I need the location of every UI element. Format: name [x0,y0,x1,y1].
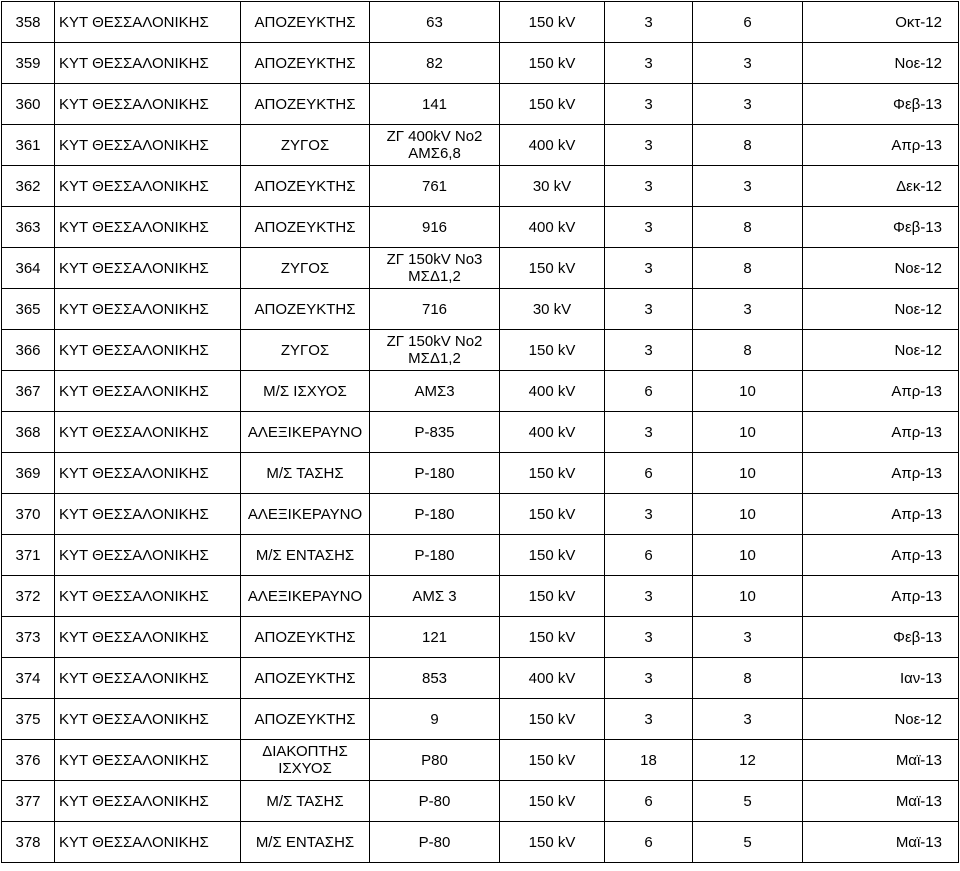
cell-equipment [241,699,370,740]
cell-number: 359 [2,43,55,84]
cell-equipment [241,617,370,658]
cell-voltage: 150 kV [500,330,605,371]
cell-number: 363 [2,207,55,248]
table-row [2,658,959,699]
cell-location: ΚΥΤ ΘΕΣΣΑΛΟΝΙΚΗΣ [55,289,241,330]
cell-location: ΚΥΤ ΘΕΣΣΑΛΟΝΙΚΗΣ [55,781,241,822]
cell-position-line: 716 [421,300,448,318]
cell-equipment [241,43,370,84]
cell-number: 377 [2,781,55,822]
cell-position [370,576,500,617]
cell-equipment-line: Μ/Σ ΤΑΣΗΣ [266,792,344,810]
cell-date: Απρ-13 [803,453,959,494]
cell-column-7: 5 [693,781,803,822]
cell-voltage: 400 kV [500,658,605,699]
table-row [2,2,959,43]
table-row [2,166,959,207]
cell-equipment [241,330,370,371]
cell-equipment-line: ΑΠΟΖΕΥΚΤΗΣ [254,300,356,318]
cell-position [370,740,500,781]
cell-voltage: 400 kV [500,412,605,453]
cell-equipment-line: ΑΠΟΖΕΥΚΤΗΣ [254,669,356,687]
cell-number: 367 [2,371,55,412]
cell-number: 368 [2,412,55,453]
cell-location: ΚΥΤ ΘΕΣΣΑΛΟΝΙΚΗΣ [55,248,241,289]
cell-location: ΚΥΤ ΘΕΣΣΑΛΟΝΙΚΗΣ [55,330,241,371]
cell-column-6: 3 [605,699,693,740]
cell-date: Απρ-13 [803,371,959,412]
cell-date: Νοε-12 [803,248,959,289]
records-table [1,1,959,863]
cell-column-7: 8 [693,248,803,289]
cell-position [370,43,500,84]
cell-position-line: ΖΓ 400kV Νο2 [386,128,483,145]
cell-location: ΚΥΤ ΘΕΣΣΑΛΟΝΙΚΗΣ [55,453,241,494]
cell-position [370,371,500,412]
cell-equipment-line: ΖΥΓΟΣ [280,136,330,154]
table-row [2,822,959,863]
table-row [2,412,959,453]
cell-equipment-line: ΑΠΟΖΕΥΚΤΗΣ [254,628,356,646]
cell-date: Απρ-13 [803,412,959,453]
cell-column-6: 3 [605,576,693,617]
cell-location: ΚΥΤ ΘΕΣΣΑΛΟΝΙΚΗΣ [55,2,241,43]
cell-position [370,125,500,166]
cell-column-7: 8 [693,207,803,248]
table-row [2,453,959,494]
cell-voltage: 150 kV [500,781,605,822]
cell-equipment-line: ΑΛΕΞΙΚΕΡΑΥΝΟ [247,587,363,605]
cell-column-7: 8 [693,330,803,371]
cell-location: ΚΥΤ ΘΕΣΣΑΛΟΝΙΚΗΣ [55,412,241,453]
cell-date: Νοε-12 [803,43,959,84]
cell-column-6: 3 [605,2,693,43]
cell-position-line: Ρ-180 [414,546,455,564]
cell-date: Ιαν-13 [803,658,959,699]
cell-date: Απρ-13 [803,125,959,166]
cell-column-7: 12 [693,740,803,781]
cell-column-6: 3 [605,494,693,535]
cell-equipment-line: ΔΙΑΚΟΠΤΗΣ [262,743,348,760]
cell-column-7: 10 [693,412,803,453]
cell-location: ΚΥΤ ΘΕΣΣΑΛΟΝΙΚΗΣ [55,740,241,781]
cell-date: Απρ-13 [803,576,959,617]
cell-position-line: ΑΜΣ6,8 [408,145,461,162]
cell-position [370,207,500,248]
cell-location: ΚΥΤ ΘΕΣΣΑΛΟΝΙΚΗΣ [55,535,241,576]
cell-column-6: 3 [605,330,693,371]
cell-position [370,330,500,371]
cell-number: 366 [2,330,55,371]
table-row [2,781,959,822]
cell-position [370,617,500,658]
cell-equipment [241,412,370,453]
cell-position [370,494,500,535]
cell-voltage: 30 kV [500,289,605,330]
cell-voltage: 150 kV [500,84,605,125]
cell-equipment-line: ΑΠΟΖΕΥΚΤΗΣ [254,13,356,31]
cell-equipment [241,781,370,822]
cell-date: Νοε-12 [803,330,959,371]
cell-equipment-line: Μ/Σ ΕΝΤΑΣΗΣ [255,546,355,564]
cell-location: ΚΥΤ ΘΕΣΣΑΛΟΝΙΚΗΣ [55,576,241,617]
cell-equipment-line: Μ/Σ ΙΣΧΥΟΣ [263,382,347,400]
cell-position [370,248,500,289]
cell-position [370,84,500,125]
cell-column-7: 3 [693,43,803,84]
cell-position-line: 121 [421,628,448,646]
table-row [2,43,959,84]
cell-number: 372 [2,576,55,617]
cell-position-line: ΜΣΔ1,2 [408,268,461,285]
cell-number: 365 [2,289,55,330]
cell-equipment [241,453,370,494]
cell-position-line: Ρ-180 [414,505,455,523]
cell-voltage: 400 kV [500,371,605,412]
cell-column-7: 5 [693,822,803,863]
table-body [2,2,959,863]
cell-number: 371 [2,535,55,576]
cell-number: 361 [2,125,55,166]
cell-position-line: Ρ-80 [418,833,451,851]
cell-column-7: 3 [693,84,803,125]
cell-column-7: 3 [693,289,803,330]
cell-column-6: 6 [605,781,693,822]
cell-column-6: 3 [605,125,693,166]
cell-date: Μαϊ-13 [803,781,959,822]
cell-column-7: 10 [693,494,803,535]
cell-column-6: 3 [605,289,693,330]
cell-equipment [241,494,370,535]
cell-position [370,166,500,207]
cell-voltage: 150 kV [500,453,605,494]
cell-position-line: ΜΣΔ1,2 [408,350,461,367]
cell-location: ΚΥΤ ΘΕΣΣΑΛΟΝΙΚΗΣ [55,125,241,166]
cell-number: 360 [2,84,55,125]
table-row [2,699,959,740]
cell-voltage: 150 kV [500,617,605,658]
cell-equipment-line: ΑΠΟΖΕΥΚΤΗΣ [254,54,356,72]
table-row [2,617,959,658]
cell-column-6: 3 [605,658,693,699]
cell-location: ΚΥΤ ΘΕΣΣΑΛΟΝΙΚΗΣ [55,166,241,207]
cell-position-line: 916 [421,218,448,236]
cell-position-line: Ρ-80 [418,792,451,810]
cell-voltage: 150 kV [500,822,605,863]
cell-column-7: 10 [693,453,803,494]
table-row [2,494,959,535]
cell-column-6: 6 [605,822,693,863]
cell-voltage: 150 kV [500,576,605,617]
cell-number: 376 [2,740,55,781]
cell-equipment [241,125,370,166]
cell-equipment-line: ΖΥΓΟΣ [280,259,330,277]
cell-date: Φεβ-13 [803,617,959,658]
table-row [2,207,959,248]
cell-date: Οκτ-12 [803,2,959,43]
cell-date: Μαϊ-13 [803,740,959,781]
cell-column-7: 8 [693,125,803,166]
cell-column-6: 3 [605,412,693,453]
cell-number: 362 [2,166,55,207]
cell-column-6: 3 [605,84,693,125]
table-row [2,576,959,617]
cell-column-6: 3 [605,617,693,658]
table-row [2,330,959,371]
cell-position-line: ΖΓ 150kV Νο3 [386,251,483,268]
cell-date: Νοε-12 [803,289,959,330]
cell-equipment [241,166,370,207]
cell-equipment [241,535,370,576]
cell-voltage: 400 kV [500,207,605,248]
cell-date: Απρ-13 [803,494,959,535]
cell-column-6: 6 [605,453,693,494]
cell-column-7: 3 [693,699,803,740]
cell-position-line: Ρ-180 [414,464,455,482]
table-row [2,248,959,289]
cell-equipment [241,371,370,412]
cell-equipment [241,207,370,248]
table-row [2,289,959,330]
table-row [2,125,959,166]
cell-position-line: 82 [426,54,443,72]
cell-column-7: 3 [693,166,803,207]
cell-column-7: 3 [693,617,803,658]
cell-position [370,453,500,494]
cell-position-line: 761 [421,177,448,195]
cell-number: 364 [2,248,55,289]
cell-number: 370 [2,494,55,535]
cell-equipment-line: Μ/Σ ΕΝΤΑΣΗΣ [255,833,355,851]
cell-location: ΚΥΤ ΘΕΣΣΑΛΟΝΙΚΗΣ [55,207,241,248]
cell-position [370,781,500,822]
cell-position [370,822,500,863]
cell-voltage: 30 kV [500,166,605,207]
cell-column-7: 10 [693,576,803,617]
cell-position [370,699,500,740]
cell-column-6: 3 [605,43,693,84]
cell-column-6: 18 [605,740,693,781]
cell-column-6: 3 [605,166,693,207]
cell-location: ΚΥΤ ΘΕΣΣΑΛΟΝΙΚΗΣ [55,617,241,658]
cell-equipment [241,740,370,781]
cell-position-line: ΖΓ 150kV Νο2 [386,333,483,350]
cell-number: 373 [2,617,55,658]
cell-equipment-line: ΖΥΓΟΣ [280,341,330,359]
cell-column-6: 3 [605,207,693,248]
cell-location: ΚΥΤ ΘΕΣΣΑΛΟΝΙΚΗΣ [55,494,241,535]
cell-number: 358 [2,2,55,43]
cell-voltage: 150 kV [500,248,605,289]
cell-equipment [241,658,370,699]
cell-location: ΚΥΤ ΘΕΣΣΑΛΟΝΙΚΗΣ [55,699,241,740]
cell-equipment [241,822,370,863]
cell-position-line: ΑΜΣ 3 [412,587,457,605]
cell-equipment-line: ΑΠΟΖΕΥΚΤΗΣ [254,218,356,236]
cell-voltage: 150 kV [500,43,605,84]
cell-equipment-line: ΙΣΧΥΟΣ [278,760,332,777]
cell-location: ΚΥΤ ΘΕΣΣΑΛΟΝΙΚΗΣ [55,822,241,863]
cell-column-7: 6 [693,2,803,43]
table-row [2,740,959,781]
cell-equipment [241,289,370,330]
cell-position-line: 63 [426,13,443,31]
cell-equipment-line: Μ/Σ ΤΑΣΗΣ [266,464,344,482]
cell-column-6: 6 [605,371,693,412]
cell-column-7: 10 [693,371,803,412]
cell-date: Μαϊ-13 [803,822,959,863]
cell-voltage: 150 kV [500,494,605,535]
cell-location: ΚΥΤ ΘΕΣΣΑΛΟΝΙΚΗΣ [55,658,241,699]
cell-position [370,658,500,699]
cell-column-7: 8 [693,658,803,699]
cell-position [370,289,500,330]
table-row [2,535,959,576]
cell-voltage: 150 kV [500,535,605,576]
cell-date: Δεκ-12 [803,166,959,207]
cell-equipment [241,84,370,125]
cell-position [370,2,500,43]
cell-voltage: 150 kV [500,2,605,43]
cell-location: ΚΥΤ ΘΕΣΣΑΛΟΝΙΚΗΣ [55,43,241,84]
cell-position [370,535,500,576]
cell-location: ΚΥΤ ΘΕΣΣΑΛΟΝΙΚΗΣ [55,84,241,125]
cell-number: 375 [2,699,55,740]
cell-voltage: 150 kV [500,740,605,781]
cell-column-6: 3 [605,248,693,289]
cell-position-line: Ρ80 [421,751,448,769]
cell-equipment-line: ΑΛΕΞΙΚΕΡΑΥΝΟ [247,505,363,523]
cell-date: Νοε-12 [803,699,959,740]
cell-position-line: 9 [430,710,439,728]
cell-location: ΚΥΤ ΘΕΣΣΑΛΟΝΙΚΗΣ [55,371,241,412]
cell-column-7: 10 [693,535,803,576]
table-row [2,84,959,125]
cell-equipment [241,2,370,43]
cell-equipment-line: ΑΠΟΖΕΥΚΤΗΣ [254,710,356,728]
cell-position-line: 141 [421,95,448,113]
cell-date: Φεβ-13 [803,84,959,125]
cell-equipment [241,576,370,617]
cell-date: Φεβ-13 [803,207,959,248]
cell-position-line: Ρ-835 [414,423,455,441]
cell-equipment-line: ΑΠΟΖΕΥΚΤΗΣ [254,177,356,195]
cell-column-6: 6 [605,535,693,576]
table-row [2,371,959,412]
cell-equipment-line: ΑΛΕΞΙΚΕΡΑΥΝΟ [247,423,363,441]
cell-position [370,412,500,453]
cell-equipment-line: ΑΠΟΖΕΥΚΤΗΣ [254,95,356,113]
cell-voltage: 400 kV [500,125,605,166]
cell-equipment [241,248,370,289]
cell-number: 374 [2,658,55,699]
cell-voltage: 150 kV [500,699,605,740]
cell-number: 378 [2,822,55,863]
cell-position-line: ΑΜΣ3 [414,382,455,400]
cell-position-line: 853 [421,669,448,687]
cell-number: 369 [2,453,55,494]
cell-date: Απρ-13 [803,535,959,576]
